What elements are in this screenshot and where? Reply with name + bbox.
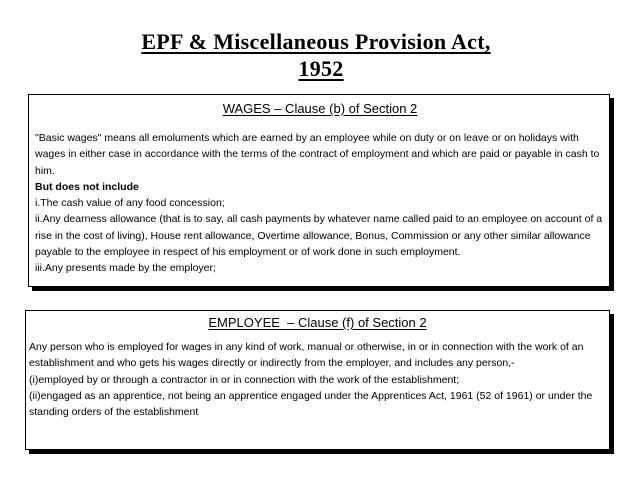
employee-definition-box [25, 310, 610, 450]
title-line-1: EPF & Miscellaneous Provision Act, [141, 29, 491, 54]
wages-exclusion-item: i.The cash value of any food concession; [35, 197, 225, 210]
employee-definition: Any person who is employed for wages in any kind of work, manual or otherwise, in or in connection with the work of an establishment and who gets his wages directly or indirectly from the employer, and includes any person,- [29, 341, 584, 370]
wages-definition-box [28, 94, 610, 287]
wages-exclusion-item: ii.Any dearness allowance (that is to say, all cash payments by whatever name called paid to an employee on account of a rise in the cost of living), House rent allowance, Overtime allowance, Bonus, Commission or any other similar allowance payable to the employee in respect of his employment or of work done in such employment. [35, 213, 603, 259]
employee-heading: EMPLOYEE – Clause (f) of Section 2 [208, 315, 427, 330]
title-line-2: 1952 [298, 56, 344, 81]
employee-inclusion-item: (i)employed by or through a contractor in or in connection with the work of the establishment; [29, 373, 460, 386]
wages-exclusion-heading: But does not include [35, 180, 139, 193]
wages-definition: "Basic wages" means all emoluments which are earned by an employee while on duty or on leave or on holidays with wages in either case in accordance with the terms of the contract of employment and which are paid or payable in cash to him. [35, 132, 600, 177]
wages-heading: WAGES – Clause (b) of Section 2 [222, 101, 418, 116]
page-title [0, 28, 638, 82]
wages-exclusion-item: iii.Any presents made by the employer; [35, 262, 216, 275]
employee-inclusion-item: (ii)engaged as an apprentice, not being an apprentice engaged under the Apprentices Act, 1961 (52 of 1961) or under the standing orders of the establishment [29, 389, 593, 419]
